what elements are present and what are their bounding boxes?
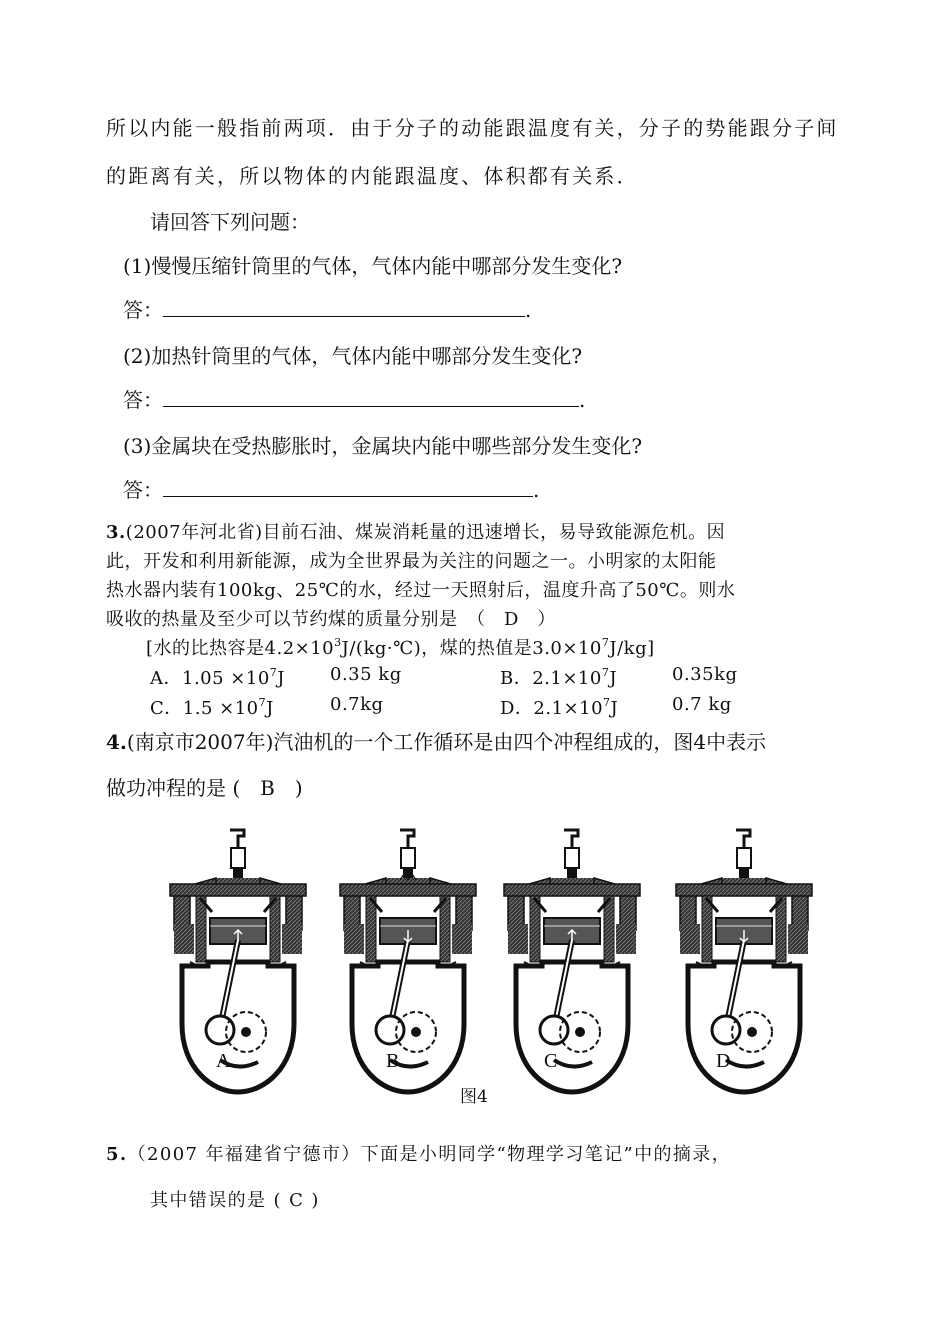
figure-label-a: A — [216, 1050, 231, 1072]
q5-line-1: 5.（2007 年福建省宁德市）下面是小明同学“物理学习笔记”中的摘录， — [106, 1144, 732, 1165]
q2-sub3-answer — [123, 474, 539, 503]
q3-number: 3. — [106, 522, 126, 543]
q3-line-4: 吸收的热量及至少可以节约煤的质量分别是 （ D ） — [106, 609, 556, 630]
q3-hint: [水的比热容是$4.2\times 10^3J/(kg\cdot℃)$，煤的热值是$3.0\times 10^7J/kg$] — [146, 636, 655, 659]
figure-label-d: D — [716, 1050, 731, 1072]
q3-line-2: 此，开发和利用新能源，成为全世界最为关注的问题之一。小明家的太阳能 — [106, 551, 717, 572]
intro-prompt: 请回答下列问题： — [150, 210, 310, 234]
q3-option-a[interactable]: A．$1.05 \times 10^7J$ 0.35 kg — [150, 664, 402, 689]
q4-line-1: 4.(南京市2007年)汽油机的一个工作循环是由四个冲程组成的，图4中表示 — [106, 730, 767, 754]
q2-sub1-question: (1)慢慢压缩针筒里的气体，气体内能中哪部分发生变化? — [123, 254, 623, 278]
answer-prefix: 答： — [123, 298, 163, 322]
q5-line-2: 其中错误的是 ( C ) — [150, 1190, 320, 1211]
answer-suffix: . — [579, 388, 586, 412]
engine-diagrams — [100, 818, 870, 1118]
q3-option-b[interactable]: B．$2.1\times 10^7J$ 0.35kg — [500, 664, 738, 689]
q3-line-1: 3.(2007年河北省)目前石油、煤炭消耗量的迅速增长，易导致能源危机。因 — [106, 522, 726, 543]
answer-suffix: . — [525, 298, 532, 322]
answer-blank[interactable] — [163, 478, 533, 497]
q2-sub2-answer — [123, 384, 585, 413]
q2-sub1-answer — [123, 294, 531, 323]
intro-line-2: 的距离有关，所以物体的内能跟温度、体积都有关系． — [106, 164, 639, 188]
figure-4 — [100, 818, 870, 1118]
q3-line-3: 热水器内装有100kg、25℃的水，经过一天照射后，温度升高了50℃。则水 — [106, 580, 736, 601]
q5-number: 5. — [106, 1144, 128, 1165]
intro-line-1: 所以内能一般指前两项．由于分子的动能跟温度有关，分子的势能跟分子间 — [106, 116, 839, 140]
q3-option-d[interactable]: D．$2.1\times 10^7J$ 0.7 kg — [500, 694, 732, 719]
q3-option-c[interactable]: C．$1.5 \times 10^7J$ 0.7kg — [150, 694, 384, 719]
answer-prefix: 答： — [123, 478, 163, 502]
engine-d — [676, 830, 812, 1092]
figure-caption: 图4 — [460, 1087, 488, 1107]
engine-c — [504, 830, 640, 1092]
q2-sub2-question: (2)加热针筒里的气体，气体内能中哪部分发生变化? — [123, 344, 583, 368]
answer-prefix: 答： — [123, 388, 163, 412]
figure-label-c: C — [544, 1050, 558, 1072]
figure-label-b: B — [386, 1050, 400, 1072]
answer-blank[interactable] — [163, 298, 525, 317]
engine-a — [170, 830, 306, 1092]
q4-number: 4. — [106, 730, 127, 754]
answer-suffix: . — [533, 478, 540, 502]
engine-b — [340, 830, 476, 1092]
answer-blank[interactable] — [163, 388, 579, 407]
q4-line-2: 做功冲程的是 ( B ) — [106, 776, 303, 800]
q2-sub3-question: (3)金属块在受热膨胀时，金属块内能中哪些部分发生变化? — [123, 434, 643, 458]
